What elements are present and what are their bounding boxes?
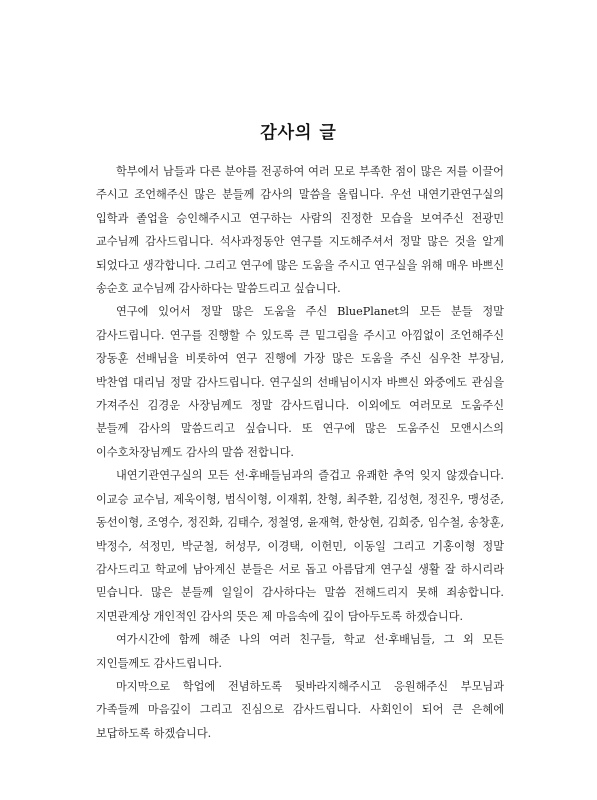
page-title: 감사의 글	[260, 123, 337, 143]
paragraph-5: 마지막으로 학업에 전념하도록 뒷바라지해주시고 응원해주신 부모님과 가족들께 마음깊이 그리고 진심으로 감사드립니다. 사회인이 되어 큰 은혜에 보답하도록 하겠습니다.	[96, 679, 504, 740]
paragraph-2: 연구에 있어서 정말 많은 도움을 주신 BluePlanet의 모든 분들 정말 감사드립니다. 연구를 진행할 수 있도록 큰 밑그림을 주시고 아낌없이 조언해주신 장동훈 선배님을 비롯하여 연구 진행에 가장 많은 도움을 주신 심우찬 부장님, 박찬엽 대리님 정말 감사드립니다. 연구실의 선배님이시자 바쁘신 와중에도 관심을 가져주신 김경운 사장님께도 정말 감사드립니다. 이외에도 여러모로 도움주신 분들께 감사의 말씀드리고 싶습니다. 또 연구에 많은 도움주신 모앤시스의 이수호차장님께도 감사의 말씀 전합니다.	[96, 305, 504, 459]
paragraph-4: 여가시간에 함께 해준 나의 여러 친구들, 학교 선·후배님들, 그 외 모든 지인들께도 감사드립니다.	[96, 633, 504, 670]
paragraph-3: 내연기관연구실의 모든 선·후배들님과의 즐겁고 유쾌한 추억 잊지 않겠습니다. 이교승 교수님, 제욱이형, 범식이형, 이재휘, 찬형, 최주환, 김성현, 정진우, 맹성준, 동선이형, 조영수, 정진화, 김태수, 정철영, 윤재혁, 한상현, 김희중, 임수철, 송창훈, 박정수, 석정민, 박군철, 허성무, 이경택, 이헌민, 이동일 그리고 기홍이형 정말 감사드리고 학교에 남아계신 분들은 서로 돕고 아름답게 연구실 생활 잘 하시리라 믿습니다. 많은 분들께 일일이 감사하다는 말씀 전해드리지 못해 죄송합니다. 지면관계상 개인적인 감사의 뜻은 제 마음속에 깊이 담아두도록 하겠습니다.	[96, 469, 504, 623]
acknowledgment-body	[96, 160, 504, 745]
paragraph-1: 학부에서 남들과 다른 분야를 전공하여 여러 모로 부족한 점이 많은 저를 이끌어 주시고 조언해주신 많은 분들께 감사의 말씀을 올립니다. 우선 내연기관연구실의 입학과 졸업을 승인해주시고 연구하는 사람의 진정한 모습을 보여주신 전광민 교수님께 감사드립니다. 석사과정동안 연구를 지도해주셔서 정말 많은 것을 알게 되었다고 생각합니다. 그리고 연구에 많은 도움을 주시고 연구실을 위해 매우 바쁘신 송순호 교수님께 감사하다는 말씀드리고 싶습니다.	[96, 165, 504, 296]
